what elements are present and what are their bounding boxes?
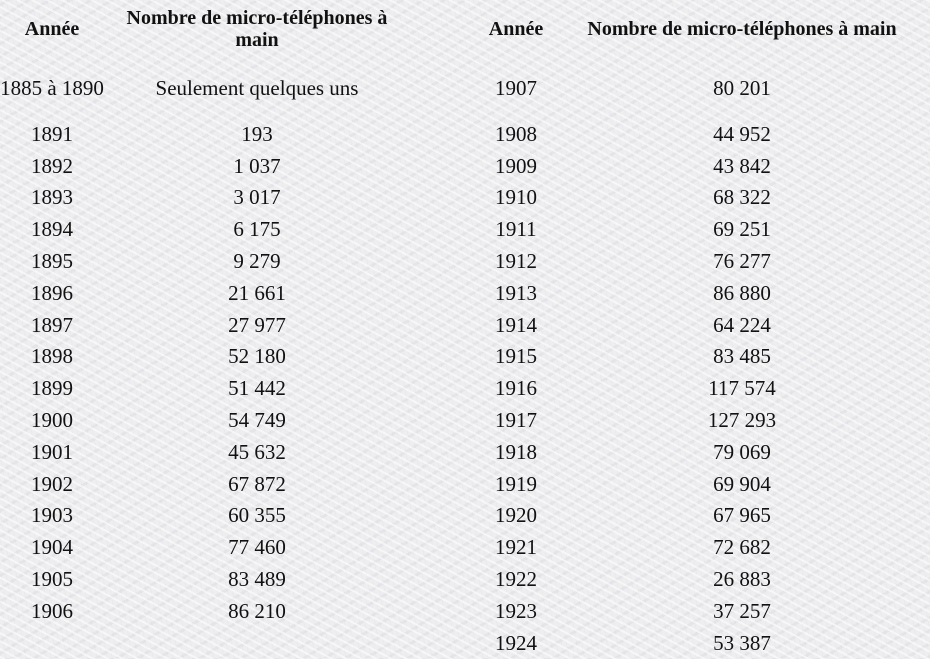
year-cell: 1917 [495, 408, 537, 433]
table-row [0, 563, 410, 595]
count-cell: 60 355 [228, 503, 286, 528]
table-row [0, 213, 410, 245]
count-cell: 86 880 [713, 280, 771, 305]
year-cell: 1907 [495, 76, 537, 100]
count-cell: 67 872 [228, 471, 286, 496]
table-row [0, 404, 410, 436]
header-year: Année [488, 18, 544, 40]
year-cell: 1900 [31, 408, 73, 433]
table-row [0, 372, 410, 404]
table-row [478, 436, 930, 468]
count-cell: 86 210 [228, 598, 286, 623]
table-row [478, 118, 930, 150]
table-row [478, 58, 930, 118]
year-cell: 1918 [495, 439, 537, 464]
table-row [0, 182, 410, 214]
table-row [478, 500, 930, 532]
year-cell: 1903 [31, 503, 73, 528]
count-cell: 43 842 [713, 153, 771, 178]
count-cell: 67 965 [713, 503, 771, 528]
header-year: Année [24, 18, 80, 40]
year-cell: 1912 [495, 249, 537, 274]
table-row [0, 277, 410, 309]
year-cell: 1923 [495, 598, 537, 623]
table-row [478, 627, 930, 659]
count-cell: 26 883 [713, 567, 771, 592]
year-cell: 1892 [31, 153, 73, 178]
table-row [0, 150, 410, 182]
count-cell: 64 224 [713, 312, 771, 337]
table-row [478, 531, 930, 563]
header-count: Nombre de micro-téléphones à main [587, 18, 897, 40]
count-cell: 79 069 [713, 439, 771, 464]
left-table [0, 0, 410, 627]
count-cell: 69 251 [713, 217, 771, 242]
year-cell: 1920 [495, 503, 537, 528]
count-cell: 72 682 [713, 535, 771, 560]
year-cell: 1913 [495, 280, 537, 305]
table-row [478, 277, 930, 309]
year-cell: 1895 [31, 249, 73, 274]
table-row [0, 309, 410, 341]
count-cell: 83 489 [228, 567, 286, 592]
count-cell: 69 904 [713, 471, 771, 496]
table-row [0, 58, 410, 118]
year-cell: 1914 [495, 312, 537, 337]
count-cell: 193 [241, 121, 273, 146]
year-cell: 1911 [495, 217, 537, 242]
year-cell: 1905 [31, 567, 73, 592]
year-cell: 1902 [31, 471, 73, 496]
count-cell: 45 632 [228, 439, 286, 464]
table-row [0, 468, 410, 500]
count-cell: 83 485 [713, 344, 771, 369]
count-cell: 68 322 [713, 185, 771, 210]
count-cell: 27 977 [228, 312, 286, 337]
year-cell: 1910 [495, 185, 537, 210]
table-row [478, 245, 930, 277]
count-cell: 77 460 [228, 535, 286, 560]
table-row [0, 341, 410, 373]
year-cell: 1909 [495, 153, 537, 178]
table-row [478, 372, 930, 404]
table-row [478, 213, 930, 245]
year-cell: 1921 [495, 535, 537, 560]
year-cell: 1922 [495, 567, 537, 592]
table-row [0, 118, 410, 150]
year-cell: 1885 à 1890 [0, 76, 104, 100]
count-cell: 21 661 [228, 280, 286, 305]
table-row [478, 468, 930, 500]
table-row [0, 595, 410, 627]
year-cell: 1899 [31, 376, 73, 401]
table-row [478, 595, 930, 627]
year-cell: 1891 [31, 121, 73, 146]
count-cell: 117 574 [708, 376, 776, 401]
right-table [478, 0, 930, 659]
year-cell: 1901 [31, 439, 73, 464]
table-row [0, 531, 410, 563]
table-row [478, 309, 930, 341]
count-cell: 52 180 [228, 344, 286, 369]
count-cell: 127 293 [707, 408, 777, 433]
table-body [478, 58, 930, 659]
count-cell: Seulement quelques uns [155, 76, 359, 100]
table-row [0, 436, 410, 468]
count-cell: 51 442 [228, 376, 286, 401]
count-cell: 44 952 [713, 121, 771, 146]
year-cell: 1896 [31, 280, 73, 305]
year-cell: 1919 [495, 471, 537, 496]
table-row [0, 500, 410, 532]
year-cell: 1898 [31, 344, 73, 369]
year-cell: 1908 [495, 121, 537, 146]
year-cell: 1893 [31, 185, 73, 210]
table-header [0, 0, 410, 58]
table-row [478, 182, 930, 214]
count-cell: 76 277 [713, 249, 771, 274]
table-row [478, 404, 930, 436]
count-cell: 9 279 [233, 249, 281, 274]
year-cell: 1916 [495, 376, 537, 401]
count-cell: 1 037 [233, 153, 281, 178]
header-count: Nombre de micro-téléphones à main [126, 7, 388, 51]
count-cell: 53 387 [713, 630, 771, 655]
table-header [478, 0, 930, 58]
year-cell: 1915 [495, 344, 537, 369]
count-cell: 3 017 [233, 185, 281, 210]
table-row [0, 245, 410, 277]
year-cell: 1924 [495, 630, 537, 655]
table-body [0, 58, 410, 627]
year-cell: 1894 [31, 217, 73, 242]
count-cell: 54 749 [228, 408, 286, 433]
table-row [478, 563, 930, 595]
year-cell: 1906 [31, 598, 73, 623]
table-row [478, 150, 930, 182]
count-cell: 80 201 [713, 76, 771, 100]
year-cell: 1904 [31, 535, 73, 560]
count-cell: 6 175 [233, 217, 281, 242]
year-cell: 1897 [31, 312, 73, 337]
count-cell: 37 257 [713, 598, 771, 623]
table-row [478, 341, 930, 373]
